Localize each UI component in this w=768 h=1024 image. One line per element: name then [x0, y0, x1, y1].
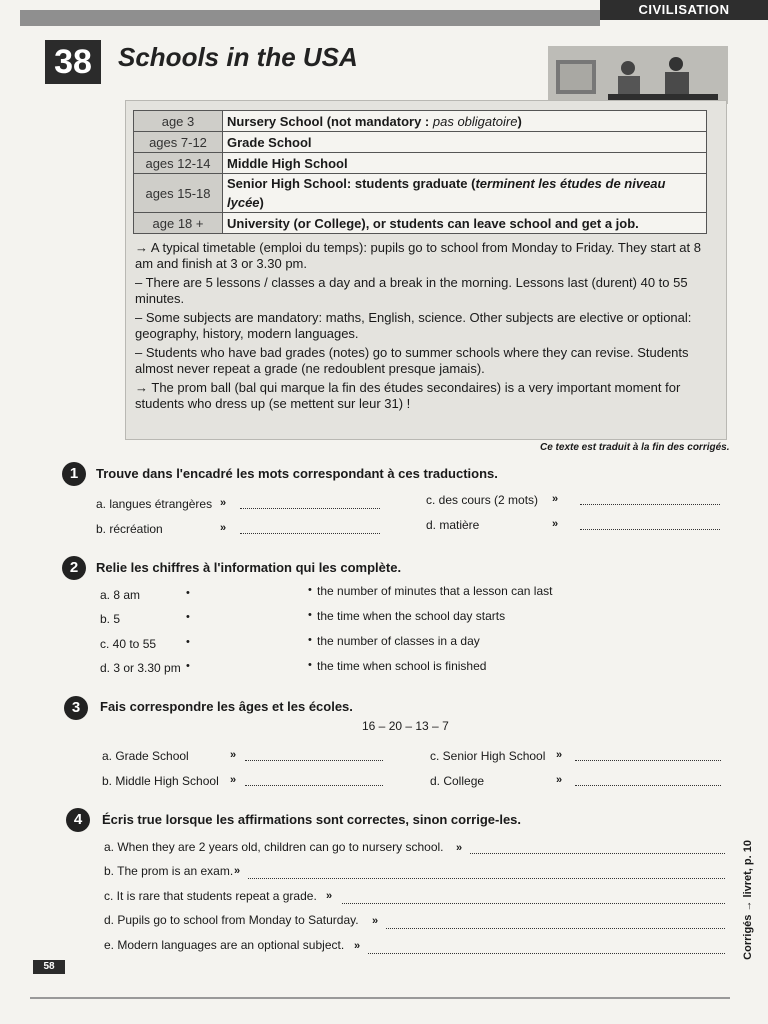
match-dot[interactable]: • [308, 609, 312, 621]
page-number: 58 [33, 960, 65, 974]
answer-line[interactable] [248, 878, 725, 879]
match-dot[interactable]: • [186, 636, 190, 648]
age-cell: ages 15-18 [134, 174, 223, 213]
exercise-3-item-d: d. College [430, 774, 485, 788]
answers-reference: Corrigés → livret, p. 10 [742, 840, 754, 960]
match-left-item: b. 5 [100, 612, 121, 626]
exercise-1-item-c: c. des cours (2 mots) [426, 493, 539, 507]
match-dot[interactable]: • [186, 611, 190, 623]
bottom-divider [30, 997, 730, 999]
header-strip [20, 10, 600, 26]
table-row [134, 153, 707, 174]
school-cell: Nursery School (not mandatory : pas obligatoire) [223, 111, 707, 132]
arrow-icon: » [552, 493, 559, 505]
answer-line[interactable] [245, 760, 383, 761]
match-left-item: d. 3 or 3.30 pm [100, 661, 181, 675]
students-illustration [548, 46, 728, 104]
exercise-3-item-a: a. Grade School [102, 749, 189, 763]
answer-line[interactable] [342, 903, 725, 904]
translation-note: Ce texte est traduit à la fin des corrigés. [540, 442, 730, 453]
age-cell: age 3 [134, 111, 223, 132]
info-paragraph: – Students who have bad grades (notes) go to summer schools where they can revise. Students almost never repeat a grade (ne redoublent presque jamais). [135, 345, 689, 376]
age-cell: ages 12-14 [134, 153, 223, 174]
page-title: Schools in the USA [118, 42, 358, 72]
arrow-icon: » [230, 774, 237, 786]
exercise-3-badge: 3 [64, 696, 88, 720]
match-right-item: the time when the school day starts [317, 609, 506, 623]
answer-line[interactable] [245, 785, 383, 786]
match-dot[interactable]: • [308, 659, 312, 671]
arrow-icon: » [556, 774, 563, 786]
match-left-item: a. 8 am [100, 588, 141, 602]
exercise-4-badge: 4 [66, 808, 90, 832]
exercise-4-item-c: c. It is rare that students repeat a grade. [104, 889, 317, 903]
answer-line[interactable] [386, 928, 725, 929]
exercise-1-item-b: b. récréation [96, 522, 163, 536]
arrow-icon: » [456, 842, 463, 854]
match-dot[interactable]: • [308, 584, 312, 596]
exercise-3-item-c: c. Senior High School [430, 749, 546, 763]
school-cell: Middle High School [223, 153, 707, 174]
exercise-4-item-e: e. Modern languages are an optional subject. [104, 938, 345, 952]
answer-line[interactable] [575, 785, 721, 786]
exercise-3-item-b: b. Middle High School [102, 774, 219, 788]
answer-line[interactable] [580, 504, 720, 505]
numbers-to-match: 16 – 20 – 13 – 7 [362, 719, 449, 733]
exercise-1-item-d: d. matière [426, 518, 480, 532]
answer-line[interactable] [580, 529, 720, 530]
exercise-2-title: Relie les chiffres à l'information qui les complète. [96, 560, 402, 575]
answer-line[interactable] [240, 508, 380, 509]
answer-line[interactable] [470, 853, 725, 854]
school-cell: Senior High School: students graduate (terminent les études de niveau lycée) [223, 174, 707, 213]
info-paragraph: → The prom ball (bal qui marque la fin des études secondaires) is a very important moment for students who dress up (se mettent sur leur 31) ! [135, 380, 681, 411]
match-right-item: the time when school is finished [317, 659, 487, 673]
exercise-4-item-d: d. Pupils go to school from Monday to Saturday. [104, 913, 359, 927]
exercise-1-item-a: a. langues étrangères [96, 497, 213, 511]
table-row [134, 111, 707, 132]
match-left-item: c. 40 to 55 [100, 637, 157, 651]
info-text [135, 240, 705, 415]
ages-table [133, 110, 707, 234]
arrow-icon: » [234, 865, 241, 877]
info-paragraph: → A typical timetable (emploi du temps): pupils go to school from Monday to Friday. They start at 8 am and finish at 3 or 3.30 pm. [135, 240, 701, 271]
match-right-item: the number of minutes that a lesson can last [317, 584, 553, 598]
answer-line[interactable] [240, 533, 380, 534]
info-paragraph: – There are 5 lessons / classes a day and a break in the morning. Lessons last (durent) 40 to 55 minutes. [135, 275, 688, 306]
chapter-number: 38 [45, 40, 101, 84]
match-dot[interactable]: • [186, 660, 190, 672]
arrow-icon: » [556, 749, 563, 761]
table-row [134, 213, 707, 234]
info-paragraph: – Some subjects are mandatory: maths, English, science. Other subjects are elective or optional: geography, history, modern languages. [135, 310, 692, 341]
answer-line[interactable] [575, 760, 721, 761]
exercise-4-title: Écris true lorsque les affirmations sont correctes, sinon corrige-les. [102, 812, 522, 827]
arrow-icon: » [552, 518, 559, 530]
school-cell: Grade School [223, 132, 707, 153]
age-cell: age 18 + [134, 213, 223, 234]
match-right-item: the number of classes in a day [317, 634, 480, 648]
arrow-icon: » [230, 749, 237, 761]
arrow-icon: » [372, 915, 379, 927]
match-dot[interactable]: • [186, 587, 190, 599]
school-cell: University (or College), or students can leave school and get a job. [223, 213, 707, 234]
answer-line[interactable] [368, 953, 725, 954]
arrow-icon: » [220, 497, 227, 509]
arrow-icon: » [326, 890, 333, 902]
exercise-2-badge: 2 [62, 556, 86, 580]
exercise-4-item-a: a. When they are 2 years old, children can go to nursery school. [104, 840, 444, 854]
exercise-3-title: Fais correspondre les âges et les écoles. [100, 699, 353, 714]
arrow-icon: » [220, 522, 227, 534]
age-cell: ages 7-12 [134, 132, 223, 153]
section-label: CIVILISATION [600, 0, 768, 20]
exercise-1-title: Trouve dans l'encadré les mots correspondant à ces traductions. [96, 466, 498, 481]
match-dot[interactable]: • [308, 634, 312, 646]
arrow-icon: » [354, 940, 361, 952]
exercise-4-item-b: b. The prom is an exam. [104, 864, 234, 878]
exercise-1-badge: 1 [62, 462, 86, 486]
table-row [134, 132, 707, 153]
table-row [134, 174, 707, 213]
